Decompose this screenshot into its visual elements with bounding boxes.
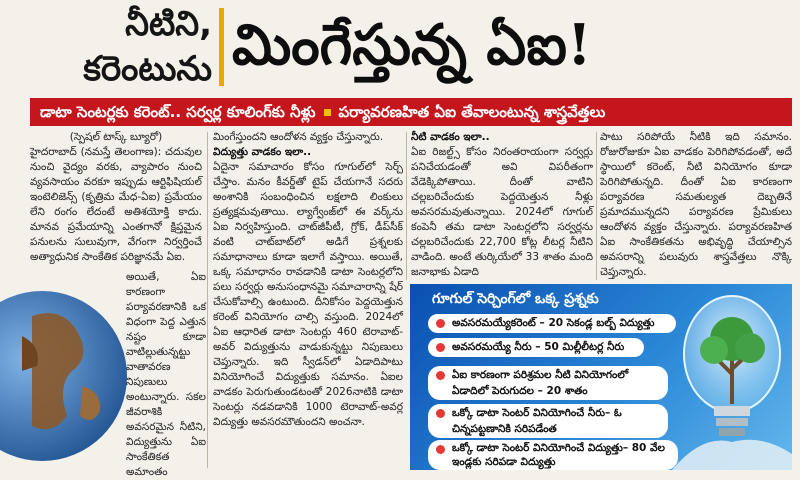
article-column-1-continued	[126, 270, 206, 478]
info-item	[428, 366, 668, 400]
info-item	[428, 404, 668, 438]
bullet-dot-icon	[436, 371, 445, 380]
article-column-4	[600, 130, 792, 282]
article-paragraph: పాటు సరిపోయే నీటికి ఇది సమానం. రోజురోజుకూ ఏఐ వాడకం పెరిగిపోవడంతో, అదే స్థాయిలో కరెంట్‌, నీటి వినియోగం కూడా పెరిగిపోతున్నది. దీంతో ఏఐ కారణంగా పర్యావరణ సమతుల్యత దెబ్బతినే ప్రమాదమున్నదని పర్యావరణ ప్రేమికులు ఆందోళన వ్యక్తం చేస్తున్నారు. పర్యావరణహిత ఏఐ సాంకేతికతను అభివృద్ధి చేయాల్సిన అవసరాన్ని పలువురు శాస్త్రవేత్తలు నొక్కి చెప్తున్నారు.	[600, 131, 792, 278]
article-paragraph: మింగేస్తుందని ఆందోళన వ్యక్తం చేస్తున్నారు.	[213, 131, 384, 143]
deck-part1: డాటా సెంటర్లకు కరెంట్.. సర్వర్ల కూలింగ్‌కు నీళ్లు	[40, 103, 316, 121]
headline-kicker	[14, 2, 212, 92]
globe-illustration-icon	[22, 276, 122, 466]
column-rule	[207, 132, 208, 468]
info-item-text: అవసరమయ్యే నీరు – 50 మిల్లీలీటర్ల నీరు	[452, 341, 625, 353]
info-item	[428, 440, 678, 470]
article-column-3	[411, 130, 593, 278]
article-paragraph: హైదరాబాద్‌ (నమస్తే తెలంగాణ): చదువుల నుంచి వైద్యం వరకు, వ్యాపారం నుంచి వ్యవసాయం వరకూ ఇప్పుడు ఆర్టిఫిషియల్‌ ఇంటెలిజెన్స్‌ (కృత్రిమ మేధ-ఏఐ) ప్రమేయం లేని రంగం లేదంటే అతిశయోక్తి కాదు. మానవ ప్రమేయాన్ని ఎంతగానో క్షిప్తమైన పనులను సులువుగా, వేగంగా నిర్వర్తించే అత్యాధునిక సాంకేతిక పరిజ్ఞానమే ఏఐ.	[30, 146, 202, 263]
article-column-1	[30, 130, 202, 270]
article-paragraph: ఏదైనా సమాచారం కోసం గూగుల్‌లో సెర్చ్‌ చేస్తాం. మనం కీవర్డ్‌తో టైప్‌ చేయగానే సదరు అంశానికి సంబంధించిన లక్షలాది లింకులు ప్రత్యక్షమవుతాయి. ల్యాగ్వేంజ్‌లో ఈ వర్క్‌ను ఏఐ నిర్వహిస్తుంది. చాట్‌జీపీటీ, గ్రోక్‌, డీప్‌సీక్‌ వంటి చాట్‌బాట్‌లో అడిగే ప్రశ్నలకు సమాధానాలు కూడా ఇలాగే వస్తాయి. అయితే, ఒక్క సమాధానం రావడానికి డాటా సెంటర్లలోని పలు సర్వర్లు అనుసంధానమై సమాచారాన్ని షేర్‌ చేసుకోవాల్సి ఉంటుంది. దీనికోసం పెద్దయెత్తున కరెంట్‌ వినియోగం చాల్సి వస్తుంది. 2024లో ఏఐ ఆధారిత డాటా సెంటర్లు 460 టెరావాట్‌-అవర్‌ విద్యుత్తును వాడుకున్నట్టు నిపుణులు చెప్తున్నారు. ఇది స్వీడన్‌లో ఏడాదిపాటు వినియోగించే విద్యుత్తుకు సమానం. ఏఐల వాడకం పెరుగుతుండటంతో 2026నాటికి డాటా సెంటర్లు నడవడానికి 1000 టెరావాట్‌-అవర్ల విద్యుత్తు అవసరమౌతుందని అంచనా.	[213, 161, 403, 428]
headline-kicker-line1: నీటిని,	[125, 4, 212, 44]
headline-divider	[219, 8, 224, 86]
article-paragraph: అయితే, ఏఐ కారణంగా పర్యావరణానికి ఒక విధంగా పెద్ద ఎత్తున నష్టం కూడా వాటిల్లుతున్నట్టు వాతావరణ నిపుణులు అంటున్నారు. సకల జీవరాశికి అవసరమైన నీటిని, విద్యుత్తును ఏఐ సాంకేతికత అమాంతం	[126, 271, 206, 478]
article-paragraph: ఏఐ రిజల్ట్స్‌ కోసం నిరంతరాయంగా సర్వర్లు పనిచేయడంతో అవి విపరీతంగా వేడెక్కిపోతాయి. దీంతో వాటిని చల్లబరిచేందుకు పెద్దయెత్తున నీళ్లు అవసరమవుతున్నాయి. 2024లో గూగుల్‌ కంపెనీ తమ డాటా సెంటర్లలోని సర్వర్లను చల్లబరిచేందుకు 22,700 కోట్ల లీటర్ల నీటిని వాడింది. అంటే తుర్కియేలో 33 శాతం మంది జనాభాకు ఏడాది	[411, 146, 593, 278]
info-item	[428, 338, 644, 357]
article-column-2	[213, 130, 403, 468]
info-item-text: ఒక్కో డాటా సెంటర్‌ వినియోగించే నీరు– ఓ చిన్నపట్టణానికి సరిపడేంత	[452, 407, 622, 435]
info-item-text: ఏఐ కారణంగా పరిశ్రమల నీటి వినియోగంలో ఏడాదిలో పెరుగుదల – 20 శాతం	[452, 369, 629, 397]
headline-kicker-line2: కరెంటును	[83, 49, 212, 89]
info-item	[428, 314, 676, 333]
info-box-title: గూగుల్‌ సెర్చింగ్‌లో ఒక్క ప్రశ్నకు	[432, 291, 599, 307]
bullet-dot-icon	[436, 409, 445, 418]
info-item-text: ఒక్కో డాటా సెంటర్‌ వినియోగించే విద్యుత్తు– 80 వేల ఇండ్లకు సరిపడా విద్యుత్తు	[452, 442, 665, 468]
headline-main: మింగేస్తున్న ఏఐ!	[232, 12, 592, 78]
info-box	[410, 284, 792, 470]
section-subheading: నీటి వాడకం ఇలా..	[411, 131, 490, 143]
lightbulb-tree-icon	[662, 284, 792, 470]
info-item-text: అవసరమయ్యేకరెంట్‌ – 20 సెకండ్ల బల్బ్‌ విద్యుత్తు	[452, 317, 655, 329]
deck-part2: పర్యావరణహిత ఏఐ తేవాలంటున్న శాస్త్రవేత్తలు	[338, 103, 606, 121]
bullet-dot-icon	[436, 343, 445, 352]
deck-separator-icon	[324, 109, 331, 116]
section-subheading: విద్యుత్తు వాడకం ఇలా..	[213, 146, 312, 158]
column-rule	[596, 132, 597, 280]
subheadline-deck	[30, 98, 792, 126]
column-rule	[406, 132, 407, 280]
byline-credit: (స్పెషల్‌ టాస్క్‌ బ్యూరో)	[69, 131, 163, 143]
bullet-dot-icon	[436, 319, 445, 328]
bullet-dot-icon	[436, 445, 445, 454]
